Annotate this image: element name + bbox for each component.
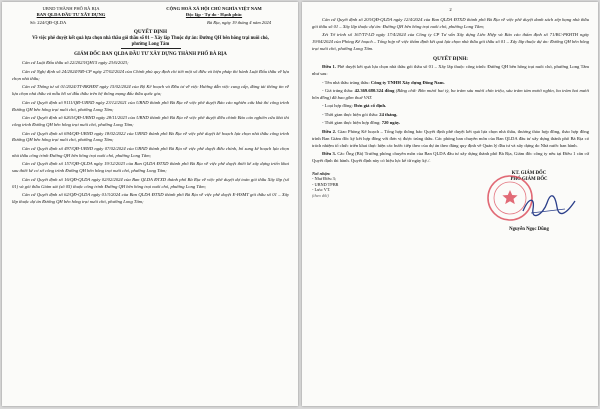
price-line bbox=[312, 88, 589, 102]
price-words: (Bằng chữ: Bốn mươi hai tỷ, ba trăm sáu mươi chín triệu, sáu trăm tám mươi nghìn, ba trăm hai mươi bốn đồng) đã bao gồm thuế VAT. bbox=[312, 88, 589, 100]
contract-type-line bbox=[312, 103, 589, 110]
recipient-item: - Lưu: VT. bbox=[312, 187, 331, 193]
recipient-note: (theo dõi) bbox=[312, 192, 329, 198]
legal-basis-paragraph: Xét Tờ trình số 167/TT-LD ngày 17/4/2024 của Công ty CP Tư vấn Xây dựng Liên Hiệp và Báo cáo thẩm định số 71/BC-PKHTH ngày 19/04/2024 của Phòng Kế hoạch – Tổng hợp về việc thẩm định kết quả lựa chọn nhà thầu gói thầu số 01 – Xây lắp thuộc dự án: Đường QH bên hông trại nuôi chó, phường Long Tâm. bbox=[312, 32, 589, 52]
signer-title: PHÓ GIÁM ĐỐC bbox=[510, 176, 548, 182]
handwritten-signature-icon bbox=[519, 193, 579, 219]
legal-basis-paragraph: Căn cứ Thông tư số 01/2024/TT-BKHĐT ngày 15/02/2024 của Bộ Kế hoạch và Đầu tư về việc Hướng dẫn việc cung cấp, đăng tải thông tin về lựa chọn nhà thầu và mẫu hồ sơ đấu thầu trên hệ thống mạng đấu thầu quốc gia; bbox=[12, 84, 289, 97]
decision-heading: QUYẾT ĐỊNH: bbox=[433, 56, 468, 63]
document-page-2 bbox=[302, 2, 598, 406]
validity-value: 720 ngày. bbox=[381, 120, 401, 126]
legal-basis-paragraph: Căn cứ Quyết định số 203/QĐ-QLDA ngày 12/4/2024 của Ban QLDA ĐTXD thành phố Bà Rịa về việc phê duyệt danh sách xếp hạng nhà thầu gói thầu số 01 – Xây lắp thuộc dự án: Đường QH bên hông trại nuôi chó, phường Long Tâm; bbox=[312, 17, 589, 29]
winner-label: - Tên nhà thầu trúng thầu: bbox=[322, 79, 371, 85]
signature-block bbox=[312, 171, 589, 232]
national-header bbox=[139, 6, 289, 17]
recipients-list bbox=[312, 171, 422, 232]
validity-line bbox=[312, 120, 589, 127]
contract-type-value: Đơn giá cố định. bbox=[354, 103, 387, 109]
legal-basis-paragraph: Căn cứ Quyết định số 694/QĐ-UBND ngày 18/02/2022 của UBND thành phố Bà Rịa về việc phê duyệt kế hoạch lựa chọn nhà thầu công trình Đường QH bên hông trại nuôi chó, phường Long Tâm; bbox=[12, 130, 289, 143]
title-divider bbox=[121, 48, 181, 49]
stamp-area bbox=[469, 183, 589, 227]
price-label: - Giá trúng thầu: bbox=[322, 88, 355, 94]
contract-time-line bbox=[312, 112, 589, 119]
legal-basis-paragraph: Căn cứ Quyết định số 62/QĐ-QLDA ngày 01/3/2024 của Ban QLDA ĐTXD thành phố Bà Rịa về việc phê duyệt E-HSMT gói thầu số 01 – Xây lắp thuộc dự án Đường QH bên hông trại nuôi chó, phường Long Tâm; bbox=[12, 192, 289, 205]
article-1-text: Phê duyệt kết quả lựa chọn nhà thầu gói thầu số 01 – Xây lắp thuộc công trình: Đường QH bên hông trại nuôi chó, phường Long Tâm như sau: bbox=[312, 64, 590, 77]
signer bbox=[469, 171, 589, 232]
agency-name: BAN QLDA ĐẦU TƯ XÂY DỰNG bbox=[36, 11, 106, 17]
agency-parent: UBND THÀNH PHỐ BÀ RỊA bbox=[42, 6, 100, 11]
article-2-lead: Điều 2. bbox=[322, 128, 337, 134]
price-value: 42.369.680.324 đồng bbox=[354, 88, 395, 94]
signer-name: Nguyễn Ngọc Dũng bbox=[509, 226, 549, 232]
legal-basis-paragraph: Căn cứ Quyết định số 157/QĐ-QLDA ngày 19/12/2023 của Ban QLDA ĐTXD thành phố Bà Rịa về việc phê duyệt thiết kế xây dựng triển khai sau thiết kế cơ sở công trình Đường QH bên hông trại nuôi chó, phường Long Tâm; bbox=[12, 161, 289, 174]
legal-basis-paragraph: Căn cứ Quyết định số 497/QĐ-UBND ngày 07/02/2024 của UBND thành phố Bà Rịa về việc phê duyệt điều chỉnh, bổ sung kế hoạch lựa chọn nhà thầu công trình Đường QH bên hông trại nuôi chó, phường Long Tâm; bbox=[12, 145, 289, 158]
article-3 bbox=[312, 151, 589, 165]
article-2-text: Giao Phòng Kế hoạch – Tổng hợp thông báo Quyết định phê duyệt kết quả lựa chọn nhà thầu, thương thảo hợp đồng, thảo hợp đồng trình Ban Giám đốc ký kết hợp đồng với đơn vị được trúng thầu. Các phòng ban chuyên môn của Ban QLDA đầu tư xây dựng thành phố Bà Rịa có trách nhiệm tổ chức triển khai thực hiện các bước tiếp theo của dự án theo đúng quy định về Quản lý đầu tư và xây dựng do Nhà nước ban hành. bbox=[312, 128, 590, 148]
recipients-label: Nơi nhận: bbox=[312, 171, 331, 177]
article-1-lead: Điều 1. bbox=[322, 64, 336, 70]
contract-time-label: - Thời gian thực hiện gói thầu: bbox=[322, 111, 380, 117]
document-number: Số: 224/QĐ-QLDA bbox=[30, 20, 67, 26]
document-header bbox=[12, 6, 289, 17]
national-motto: Độc lập - Tự do - Hạnh phúc bbox=[185, 11, 243, 17]
document-title: QUYẾT ĐỊNH bbox=[133, 29, 168, 36]
legal-basis-paragraph: Căn cứ Nghị định số 24/2024/NĐ-CP ngày 27/02/2024 của Chính phủ quy định chi tiết một số điều và biện pháp thi hành Luật Đấu thầu về lựa chọn nhà thầu; bbox=[12, 68, 289, 81]
signer-authority: KT. GIÁM ĐỐC bbox=[511, 171, 547, 177]
article-3-text: Các Ông (Bà) Trưởng phòng chuyên môn của Ban QLDA đầu tư xây dựng thành phố Bà Rịa, Giám đốc công ty nêu tại Điều 1 căn cứ Quyết định thi hành. Quyết định này có hiệu lực kể từ ngày ký./. bbox=[312, 151, 589, 164]
contract-type-label: - Loại hợp đồng: bbox=[322, 103, 355, 109]
recipient-item: - UBND TPBR bbox=[312, 181, 339, 187]
agency-header bbox=[12, 6, 130, 17]
issuer-heading: GIÁM ĐỐC BAN QLDA ĐẦU TƯ XÂY DỰNG THÀNH PHỐ BÀ RỊA bbox=[74, 52, 227, 58]
national-title: CỘNG HOÀ XÃ HỘI CHỦ NGHĨA VIỆT NAM bbox=[166, 6, 262, 11]
winner-line bbox=[312, 80, 589, 87]
document-subtitle: Về việc phê duyệt kết quả lựa chọn nhà thầu gói thầu số 01 – Xây lắp Thuộc dự án: Đường QH bên hông trại nuôi chó, phường Long Tâm bbox=[32, 36, 269, 47]
document-date: Bà Rịa, ngày 19 tháng 4 năm 2024 bbox=[206, 20, 271, 26]
legal-basis-paragraph: Căn cứ Luật Đấu thầu số 22/2023/QH15 ngày 23/6/2023; bbox=[22, 60, 129, 66]
page-number: 2 bbox=[449, 7, 452, 12]
article-3-lead: Điều 3. bbox=[322, 151, 336, 157]
legal-basis-paragraph: Căn cứ Quyết định số 6263/QĐ-UBND ngày 28/11/2023 của UBND thành phố Bà Rịa về việc phê duyệt điều chỉnh Báo cáo nghiên cứu khả thi công trình Đường QH bên hông trại nuôi chó, phường Long Tâm; bbox=[12, 115, 289, 127]
document-page-1 bbox=[2, 2, 298, 406]
article-1 bbox=[312, 64, 589, 78]
number-date-row bbox=[12, 20, 289, 25]
article-2 bbox=[312, 129, 589, 150]
winner-name: Công ty TNHH Xây dựng Đông Nam. bbox=[370, 79, 445, 85]
contract-time-value: 24 tháng. bbox=[379, 111, 398, 117]
validity-label: - Thời gian thực hiện hợp đồng: bbox=[322, 120, 382, 126]
legal-basis-paragraph: Căn cứ Quyết định số 9111/QĐ-UBND ngày 23/12/2021 của UBND thành phố Bà Rịa về việc phê duyệt Báo cáo nghiên cứu khả thi công trình Đường QH bên hông trại nuôi chó, phường Long Tâm; bbox=[12, 99, 289, 112]
recipient-item: - Như Điều 3; bbox=[312, 176, 336, 182]
legal-basis-paragraph: Căn cứ Quyết định số 16/QĐ-QLDA ngày 02/02/2024 của Ban QLDA ĐTXD thành phố Bà Rịa về việc phê duyệt dự toán gói thầu Xây lắp (số 01) và gói thầu Giám sát (số 05) thuộc công trình Đường QH bên hông trại nuôi chó, phường Long Tâm; bbox=[12, 176, 289, 189]
